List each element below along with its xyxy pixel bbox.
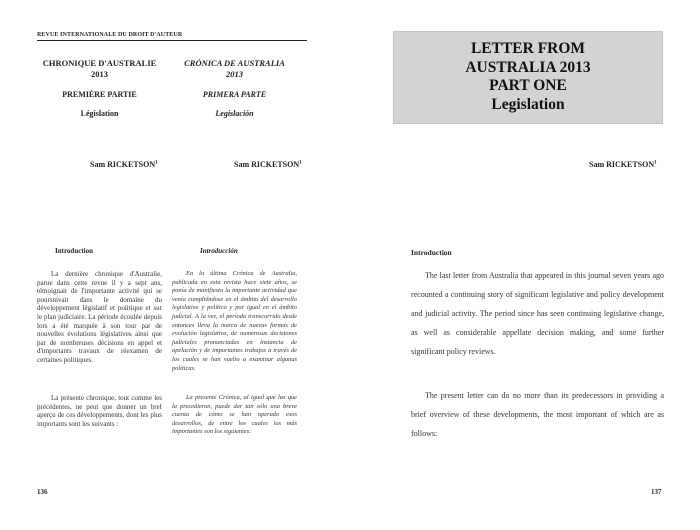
title-line-4: Legislation bbox=[491, 95, 565, 113]
spanish-paragraph-1: En la última Crónica de Australia, publicada en esta revista hace siete años, se ponía de manifiesto la importante actividad que venía cumpliéndose en el ámbito del desarrollo legislativo y político y por igual en el ámbito judicial. A la vez, el período transcurrido desde entonces lleva la marca de nuevas formas de evolución legislativa, de numerosas decisiones judiciales pronunciadas en instancia de apelación y de importantes trabajos a través de los cuales se han vuelto a examinar algunas políticas. bbox=[172, 270, 297, 372]
english-intro-heading: Introduction bbox=[411, 248, 452, 257]
spanish-title bbox=[172, 58, 297, 80]
french-title-line2: 2013 bbox=[91, 69, 108, 79]
letter-title bbox=[394, 32, 662, 114]
french-part: PREMIÈRE PARTIE bbox=[62, 90, 137, 99]
spanish-title-line2: 2013 bbox=[226, 69, 243, 79]
title-line-1: LETTER FROM bbox=[470, 40, 586, 57]
english-paragraph-2: The present letter can do no more than its predecessors in providing a brief overview of these developments, the most important of which are as follows: bbox=[411, 391, 664, 438]
english-paragraph-1: The last letter from Australia that appeared in this journal seven years ago recounted a continuing story of significant legislative and policy development and judicial activity. The period since has seen continuing legislative change, as well as considerable appellate decision making, and some further significant policy reviews. bbox=[411, 271, 664, 356]
french-intro-heading: Introduction bbox=[55, 247, 93, 255]
french-title-line1: CHRONIQUE D'AUSTRALIE bbox=[42, 58, 157, 68]
header-rule bbox=[37, 40, 307, 41]
spanish-author bbox=[234, 160, 302, 169]
french-subtitle: Législation bbox=[80, 109, 119, 118]
spanish-paragraph-2: La presente Crónica, al igual que las que la precedieron, puede dar tan sólo una breve cuenta de cómo se han operado esos desarrollos, de entre los cuales los más importantes son los siguientes: bbox=[172, 394, 297, 436]
english-author-name: Sam RICKETSON bbox=[589, 160, 655, 169]
spanish-title-line1: CRÓNICA DE AUSTRALIA bbox=[184, 58, 285, 68]
french-title bbox=[37, 58, 162, 80]
title-box bbox=[393, 31, 663, 124]
french-paragraph-2: La présente chronique, tout comme les précédentes, ne peut que donner un bref aperçu de ces développements, dont les plus importants sont les suivants : bbox=[37, 394, 162, 428]
journal-header: REVUE INTERNATIONALE DU DROIT D'AUTEUR bbox=[37, 32, 183, 38]
english-author bbox=[589, 160, 657, 169]
english-author-footnote: 1 bbox=[654, 160, 657, 166]
page-number-right: 137 bbox=[651, 488, 662, 496]
spanish-intro-heading: Introducción bbox=[200, 247, 238, 255]
french-author-name: Sam RICKETSON bbox=[90, 160, 156, 169]
french-paragraph-1: La dernière chronique d'Australie, parue dans cette revue il y a sept ans, témoignait de l'importante activité qui se poursuivait dans le domaine du développement législatif et politique et sur le plan judiciaire. La période écoulée depuis lors a été marquée à son tour par de nouvelles évolutions législatives ainsi que par de nombreuses décisions en appel et d'importants travaux de réexamen de certaines politiques. bbox=[37, 270, 162, 364]
title-line-3: PART ONE bbox=[489, 77, 567, 94]
spanish-author-footnote: 1 bbox=[299, 160, 302, 166]
spanish-part: PRIMERA PARTE bbox=[202, 90, 267, 99]
right-page bbox=[350, 0, 700, 530]
spanish-author-name: Sam RICKETSON bbox=[234, 160, 300, 169]
french-author bbox=[90, 160, 158, 169]
title-line-2: AUSTRALIA 2013 bbox=[465, 58, 591, 76]
french-author-footnote: 1 bbox=[155, 160, 158, 166]
page-number-left: 136 bbox=[37, 488, 48, 496]
spanish-subtitle: Legislación bbox=[215, 109, 254, 118]
